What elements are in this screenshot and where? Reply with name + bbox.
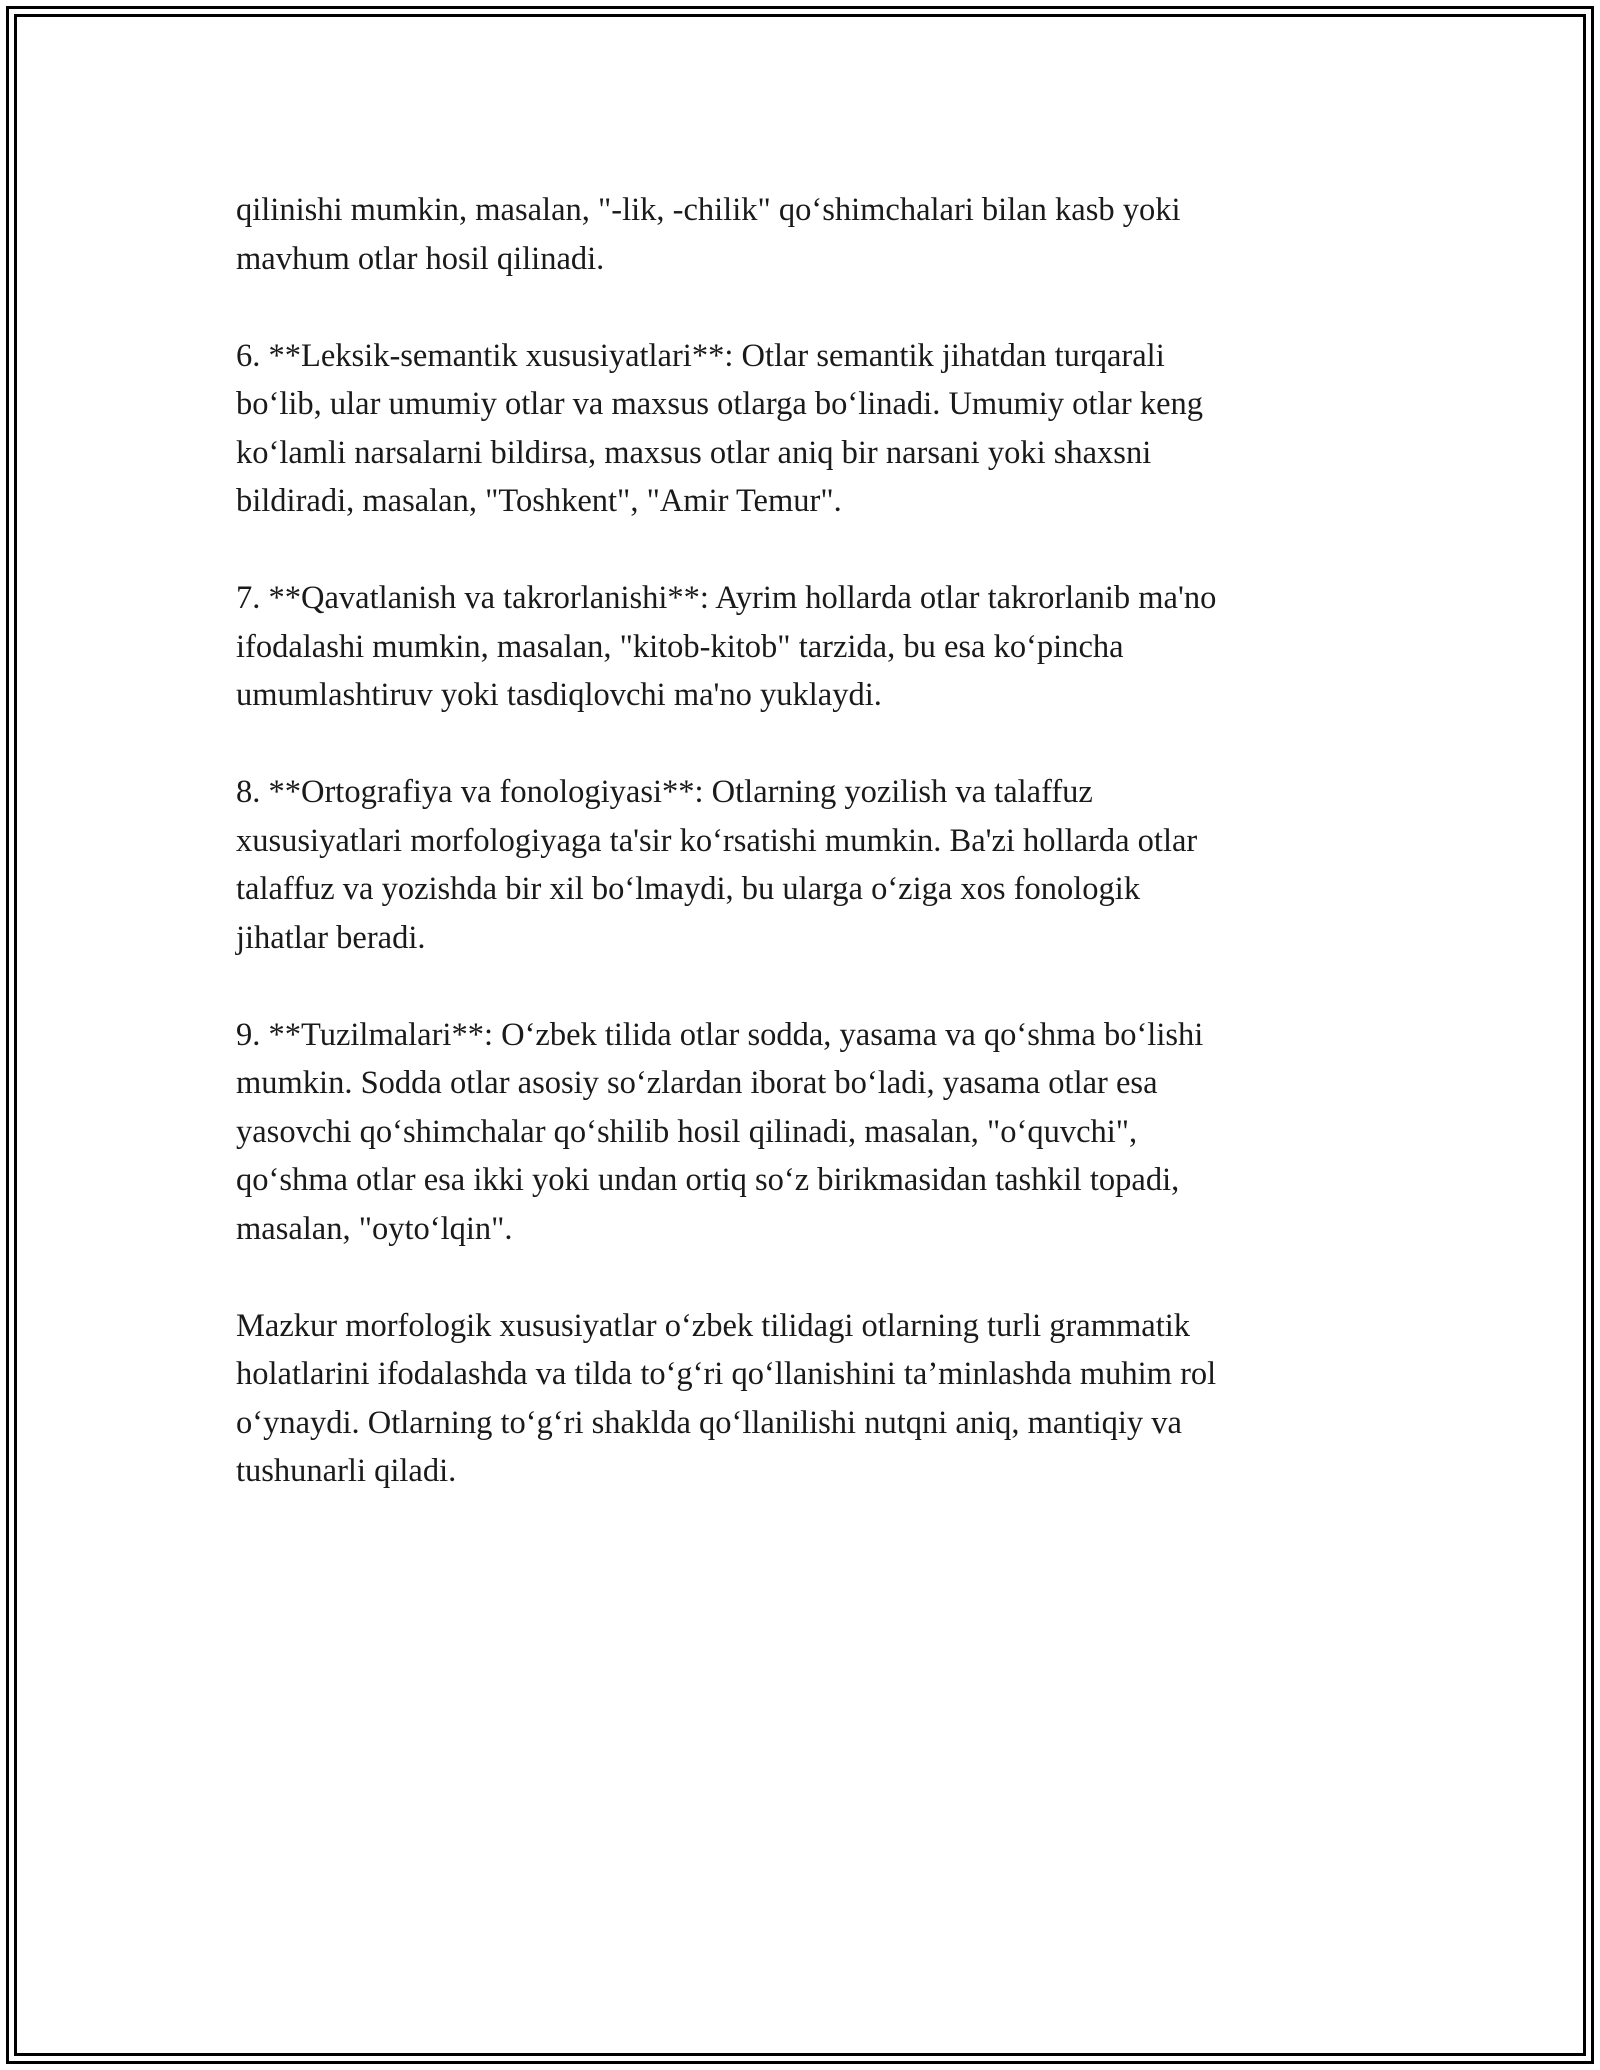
text-line: ko‘lamli narsalarni bildirsa, maxsus otlar aniq bir narsani yoki shaxsni [236,434,1152,471]
text-line: masalan, "oyto‘lqin". [236,1210,513,1247]
text-line: 9. **Tuzilmalari**: O‘zbek tilida otlar sodda, yasama va qo‘shma bo‘lishi [236,1016,1204,1053]
text-line: Mazkur morfologik xususiyatlar o‘zbek tilidagi otlarning turli grammatik [236,1307,1191,1344]
para-continuation [236,186,1376,283]
text-line: mumkin. Sodda otlar asosiy so‘zlardan iborat bo‘ladi, yasama otlar esa [236,1065,1158,1101]
text-line: yasovchi qo‘shimchalar qo‘shilib hosil qilinadi, masalan, "o‘quvchi", [236,1113,1138,1150]
text-line: bo‘lib, ular umumiy otlar va maxsus otlarga bo‘linadi. Umumiy otlar keng [236,386,1204,422]
text-line: 8. **Ortografiya va fonologiyasi**: Otlarning yozilish va talaffuz [236,774,1093,810]
text-line: o‘ynaydi. Otlarning to‘g‘ri shaklda qo‘llanilishi nutqni aniq, mantiqiy va [236,1404,1182,1441]
text-line: tushunarli qiladi. [236,1453,457,1489]
text-line: 7. **Qavatlanish va takrorlanishi**: Ayrim hollarda otlar takrorlanib ma'no [236,580,1217,616]
para-7-qavatlanish [236,574,1376,720]
para-9-tuzilmalari [236,1011,1376,1254]
para-6-leksik-semantik [236,332,1376,526]
text-line: jihatlar beradi. [236,919,426,956]
document-body [236,186,1376,1544]
text-line: ifodalashi mumkin, masalan, "kitob-kitob" tarzida, bu esa ko‘pincha [236,628,1124,665]
text-line: bildiradi, masalan, "Toshkent", "Amir Temur". [236,483,842,519]
text-line: mavhum otlar hosil qilinadi. [236,240,605,277]
text-line: holatlarini ifodalashda va tilda to‘g‘ri qo‘llanishini ta’minlashda muhim rol [236,1356,1217,1392]
text-line: umumlashtiruv yoki tasdiqlovchi ma'no yuklaydi. [236,677,882,713]
text-line: qilinishi mumkin, masalan, "-lik, -chilik" qo‘shimchalari bilan kasb yoki [236,192,1181,228]
text-line: xususiyatlari morfologiyaga ta'sir ko‘rsatishi mumkin. Ba'zi hollarda otlar [236,822,1198,859]
text-line: qo‘shma otlar esa ikki yoki undan ortiq so‘z birikmasidan tashkil topadi, [236,1162,1180,1198]
para-conclusion [236,1302,1376,1496]
para-8-ortografiya [236,768,1376,962]
text-line: 6. **Leksik-semantik xususiyatlari**: Otlar semantik jihatdan turqarali [236,337,1165,374]
text-line: talaffuz va yozishda bir xil bo‘lmaydi, bu ularga o‘ziga xos fonologik [236,871,1141,907]
